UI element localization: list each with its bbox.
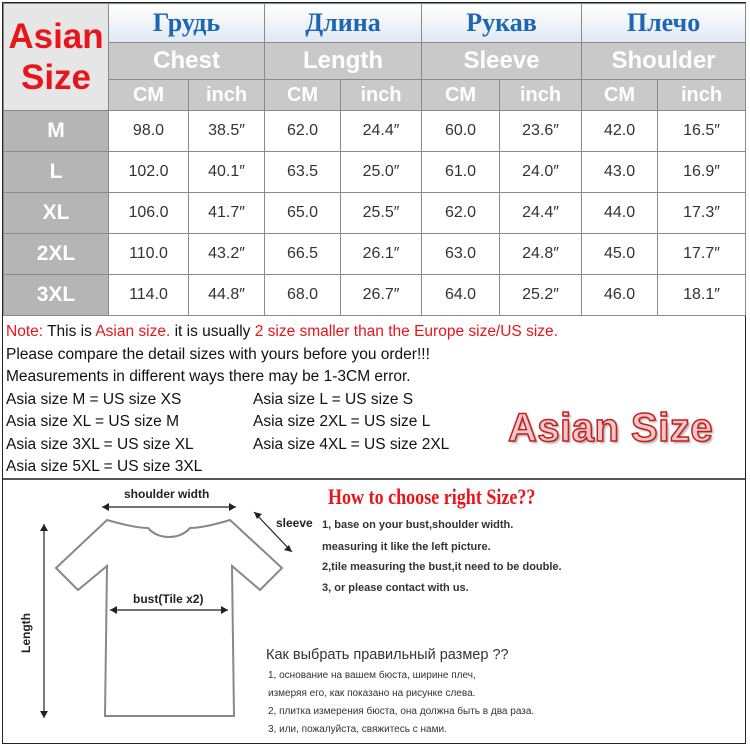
header-length-en: Length [265, 43, 422, 80]
note-asian-size: Asian size. [95, 323, 171, 340]
table-cell: 40.1″ [189, 152, 265, 193]
table-row [4, 234, 746, 275]
corner-line1: Asian [8, 17, 104, 56]
header-chest-en: Chest [109, 43, 265, 80]
note-line [6, 321, 742, 344]
table-cell: 45.0 [582, 234, 658, 275]
table-cell: 64.0 [422, 275, 500, 316]
conversion-item: Asia size 3XL = US size XL [6, 435, 194, 453]
table-cell: 41.7″ [189, 193, 265, 234]
guide-step-ru: 3, или, пожалуйста, свяжитесь с нами. [268, 724, 447, 735]
guide-step: measuring it like the left picture. [322, 541, 491, 553]
header-shoulder-ru: Плечо [582, 4, 746, 43]
table-cell: 23.6″ [500, 111, 582, 152]
table-cell: 114.0 [109, 275, 189, 316]
tshirt-measurement-diagram [10, 484, 320, 744]
table-cell: 44.0 [582, 193, 658, 234]
conversion-item: Asia size 5XL = US size 3XL [6, 458, 203, 475]
table-cell: 63.0 [422, 234, 500, 275]
corner-line2: Size [20, 58, 92, 97]
table-cell: 46.0 [582, 275, 658, 316]
size-label: XL [4, 193, 109, 234]
size-table [3, 3, 746, 316]
asian-size-stamp: Asian Size [508, 406, 714, 450]
note-text: it is usually [170, 323, 255, 340]
conversion-item: Asia size XL = US size M [6, 413, 179, 430]
table-cell: 106.0 [109, 193, 189, 234]
conversion-item: Asia size M = US size XS [6, 390, 182, 408]
conversion-item: Asia size L = US size S [253, 390, 414, 408]
asian-size-corner [4, 4, 109, 111]
table-cell: 62.0 [265, 111, 341, 152]
table-cell: 43.0 [582, 152, 658, 193]
table-cell: 63.5 [265, 152, 341, 193]
header-sleeve-en: Sleeve [422, 43, 582, 80]
section-divider [3, 478, 745, 480]
guide-step-ru: измеряя его, как показано на рисунке слева. [268, 688, 476, 699]
header-length-ru: Длина [265, 4, 422, 43]
guide-step: 2,tile measuring the bust,it need to be double. [322, 561, 562, 573]
table-cell: 26.7″ [341, 275, 422, 316]
size-label: L [4, 152, 109, 193]
table-cell: 62.0 [422, 193, 500, 234]
note-label: Note: [6, 323, 44, 340]
conversion-item: Asia size 2XL = US size L [253, 413, 431, 430]
note-text: This is [43, 323, 96, 340]
table-cell: 26.1″ [341, 234, 422, 275]
table-cell: 102.0 [109, 152, 189, 193]
size-notes [6, 321, 742, 479]
table-row [4, 193, 746, 234]
table-cell: 17.3″ [658, 193, 746, 234]
header-sleeve-ru: Рукав [422, 4, 582, 43]
table-cell: 66.5 [265, 234, 341, 275]
table-cell: 60.0 [422, 111, 500, 152]
table-cell: 25.0″ [341, 152, 422, 193]
unit-inch: inch [189, 80, 265, 111]
table-cell: 24.4″ [500, 193, 582, 234]
table-cell: 25.2″ [500, 275, 582, 316]
size-label: M [4, 111, 109, 152]
table-cell: 68.0 [265, 275, 341, 316]
sleeve-label: sleeve [276, 516, 313, 530]
table-cell: 65.0 [265, 193, 341, 234]
length-label: Length [19, 613, 33, 653]
table-cell: 98.0 [109, 111, 189, 152]
unit-cm: CM [582, 80, 658, 111]
table-cell: 110.0 [109, 234, 189, 275]
unit-inch: inch [500, 80, 582, 111]
guide-step-ru: 1, основание на вашем бюста, ширине плеч, [268, 670, 476, 681]
table-cell: 18.1″ [658, 275, 746, 316]
guide-step: 1, base on your bust,shoulder width. [322, 519, 514, 531]
table-row [4, 275, 746, 316]
table-cell: 16.9″ [658, 152, 746, 193]
note-smaller-warning: 2 size smaller than the Europe size/US size. [254, 323, 558, 340]
table-cell: 17.7″ [658, 234, 746, 275]
bust-label: bust(Tile x2) [133, 592, 204, 606]
guide-step: 3, or please contact with us. [322, 582, 469, 594]
table-cell: 16.5″ [658, 111, 746, 152]
header-chest-ru: Грудь [109, 4, 265, 43]
table-cell: 44.8″ [189, 275, 265, 316]
conversion-item: Asia size 4XL = US size 2XL [253, 435, 450, 453]
header-shoulder-en: Shoulder [582, 43, 746, 80]
unit-inch: inch [341, 80, 422, 111]
guide-step-ru: 2, плитка измерения бюста, она должна быть в два раза. [268, 706, 535, 717]
table-cell: 43.2″ [189, 234, 265, 275]
guide-title: How to choose right Size?? [328, 484, 536, 509]
compare-note: Please compare the detail sizes with yours before you order!!! [6, 345, 430, 363]
table-row [4, 111, 746, 152]
guide-title-ru: Как выбрать правильный размер ?? [266, 647, 509, 663]
table-cell: 24.8″ [500, 234, 582, 275]
size-label: 3XL [4, 275, 109, 316]
unit-cm: CM [265, 80, 341, 111]
unit-cm: CM [422, 80, 500, 111]
table-cell: 42.0 [582, 111, 658, 152]
unit-inch: inch [658, 80, 746, 111]
table-cell: 24.0″ [500, 152, 582, 193]
table-row [4, 152, 746, 193]
unit-cm: CM [109, 80, 189, 111]
table-cell: 38.5″ [189, 111, 265, 152]
table-cell: 24.4″ [341, 111, 422, 152]
table-cell: 25.5″ [341, 193, 422, 234]
size-label: 2XL [4, 234, 109, 275]
shoulder-width-label: shoulder width [124, 487, 210, 501]
error-note: Measurements in different ways there may be 1-3CM error. [6, 368, 411, 385]
table-cell: 61.0 [422, 152, 500, 193]
